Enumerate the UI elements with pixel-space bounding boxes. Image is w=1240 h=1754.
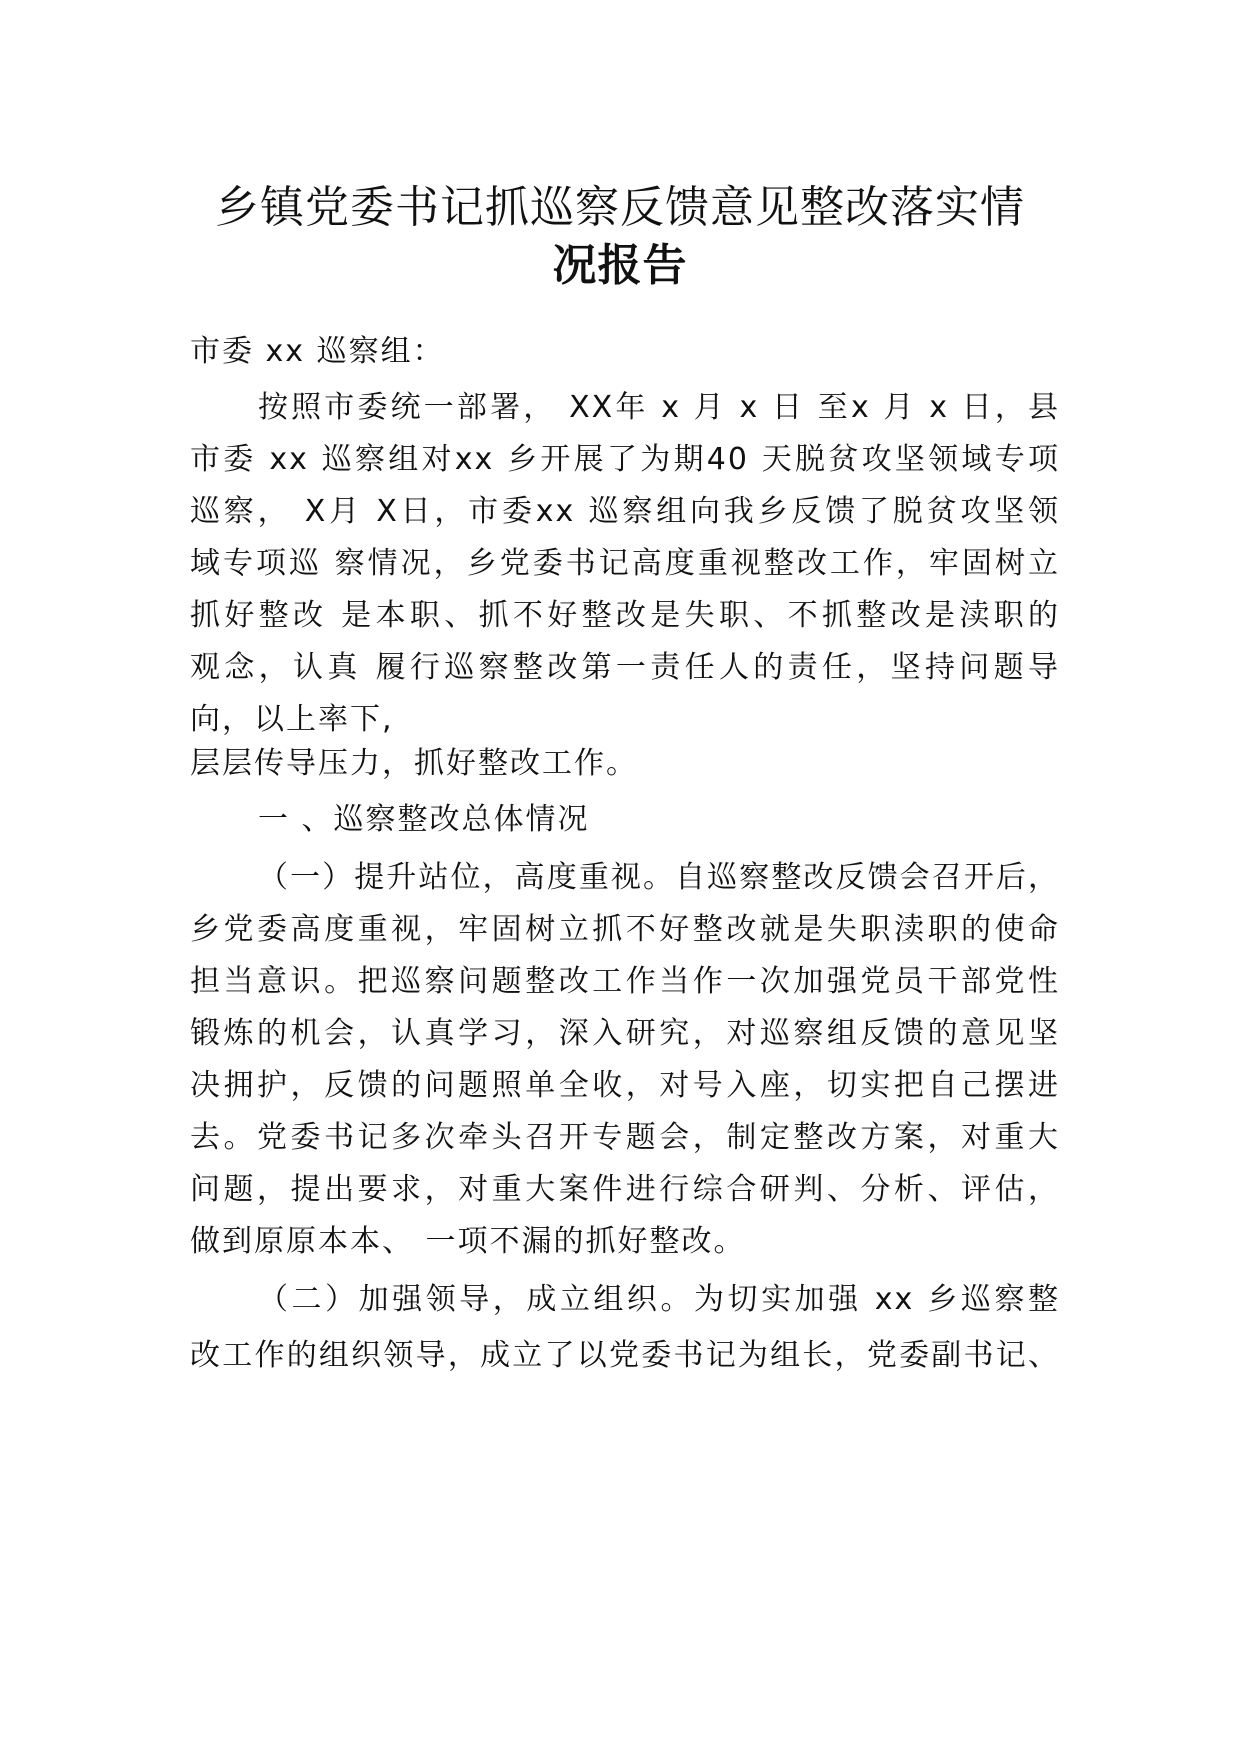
paragraph-2-line: 担当意识。把巡察问题整改工作当作一次加强党员干部党性 (190, 964, 1060, 999)
paragraph-1-line: 向，以上率下, (190, 702, 394, 737)
document-title-line-2: 况报告 (552, 240, 688, 291)
paragraph-1-line: 抓好整改 是本职、抓不好整改是失职、不抓整改是渎职的 (190, 598, 1060, 633)
paragraph-3-line: （二）加强领导，成立组织。为切实加强 xx 乡巡察整 (258, 1282, 1060, 1317)
section-1-heading: 一 、巡察整改总体情况 (258, 802, 590, 837)
paragraph-1-line: 巡察， X月 X日，市委xx 巡察组向我乡反馈了脱贫攻坚领 (190, 494, 1060, 529)
document-title-line-1: 乡镇党委书记抓巡察反馈意见整改落实情 (215, 182, 1025, 233)
paragraph-2-line: 去。党委书记多次牵头召开专题会，制定整改方案，对重大 (190, 1120, 1060, 1155)
paragraph-2-line: （一）提升站位，高度重视。自巡察整改反馈会召开后， (258, 860, 1060, 895)
paragraph-3-line: 改工作的组织领导，成立了以党委书记为组长，党委副书记、 (190, 1338, 1060, 1373)
paragraph-1-line: 按照市委统一部署， XX年 x 月 x 日 至x 月 x 日，县 (258, 390, 1060, 425)
paragraph-1-line: 层层传导压力，抓好整改工作。 (190, 746, 638, 781)
paragraph-2-line: 乡党委高度重视，牢固树立抓不好整改就是失职渎职的使命 (190, 912, 1060, 947)
paragraph-2-line: 问题，提出要求，对重大案件进行综合研判、分析、评估， (190, 1172, 1060, 1207)
paragraph-1-line: 观念，认真 履行巡察整改第一责任人的责任，坚持问题导 (190, 650, 1060, 685)
paragraph-2-line: 做到原原本本、 一项不漏的抓好整改。 (190, 1224, 746, 1259)
paragraph-2-line: 锻炼的机会，认真学习，深入研究，对巡察组反馈的意见坚 (190, 1016, 1060, 1051)
paragraph-2-line: 决拥护，反馈的问题照单全收，对号入座，切实把自己摆进 (190, 1068, 1060, 1103)
salutation: 市委 xx 巡察组： (190, 334, 445, 369)
paragraph-1-line: 市委 xx 巡察组对xx 乡开展了为期40 天脱贫攻坚领域专项 (190, 442, 1060, 477)
paragraph-1-line: 域专项巡 察情况，乡党委书记高度重视整改工作，牢固树立 (190, 546, 1060, 581)
